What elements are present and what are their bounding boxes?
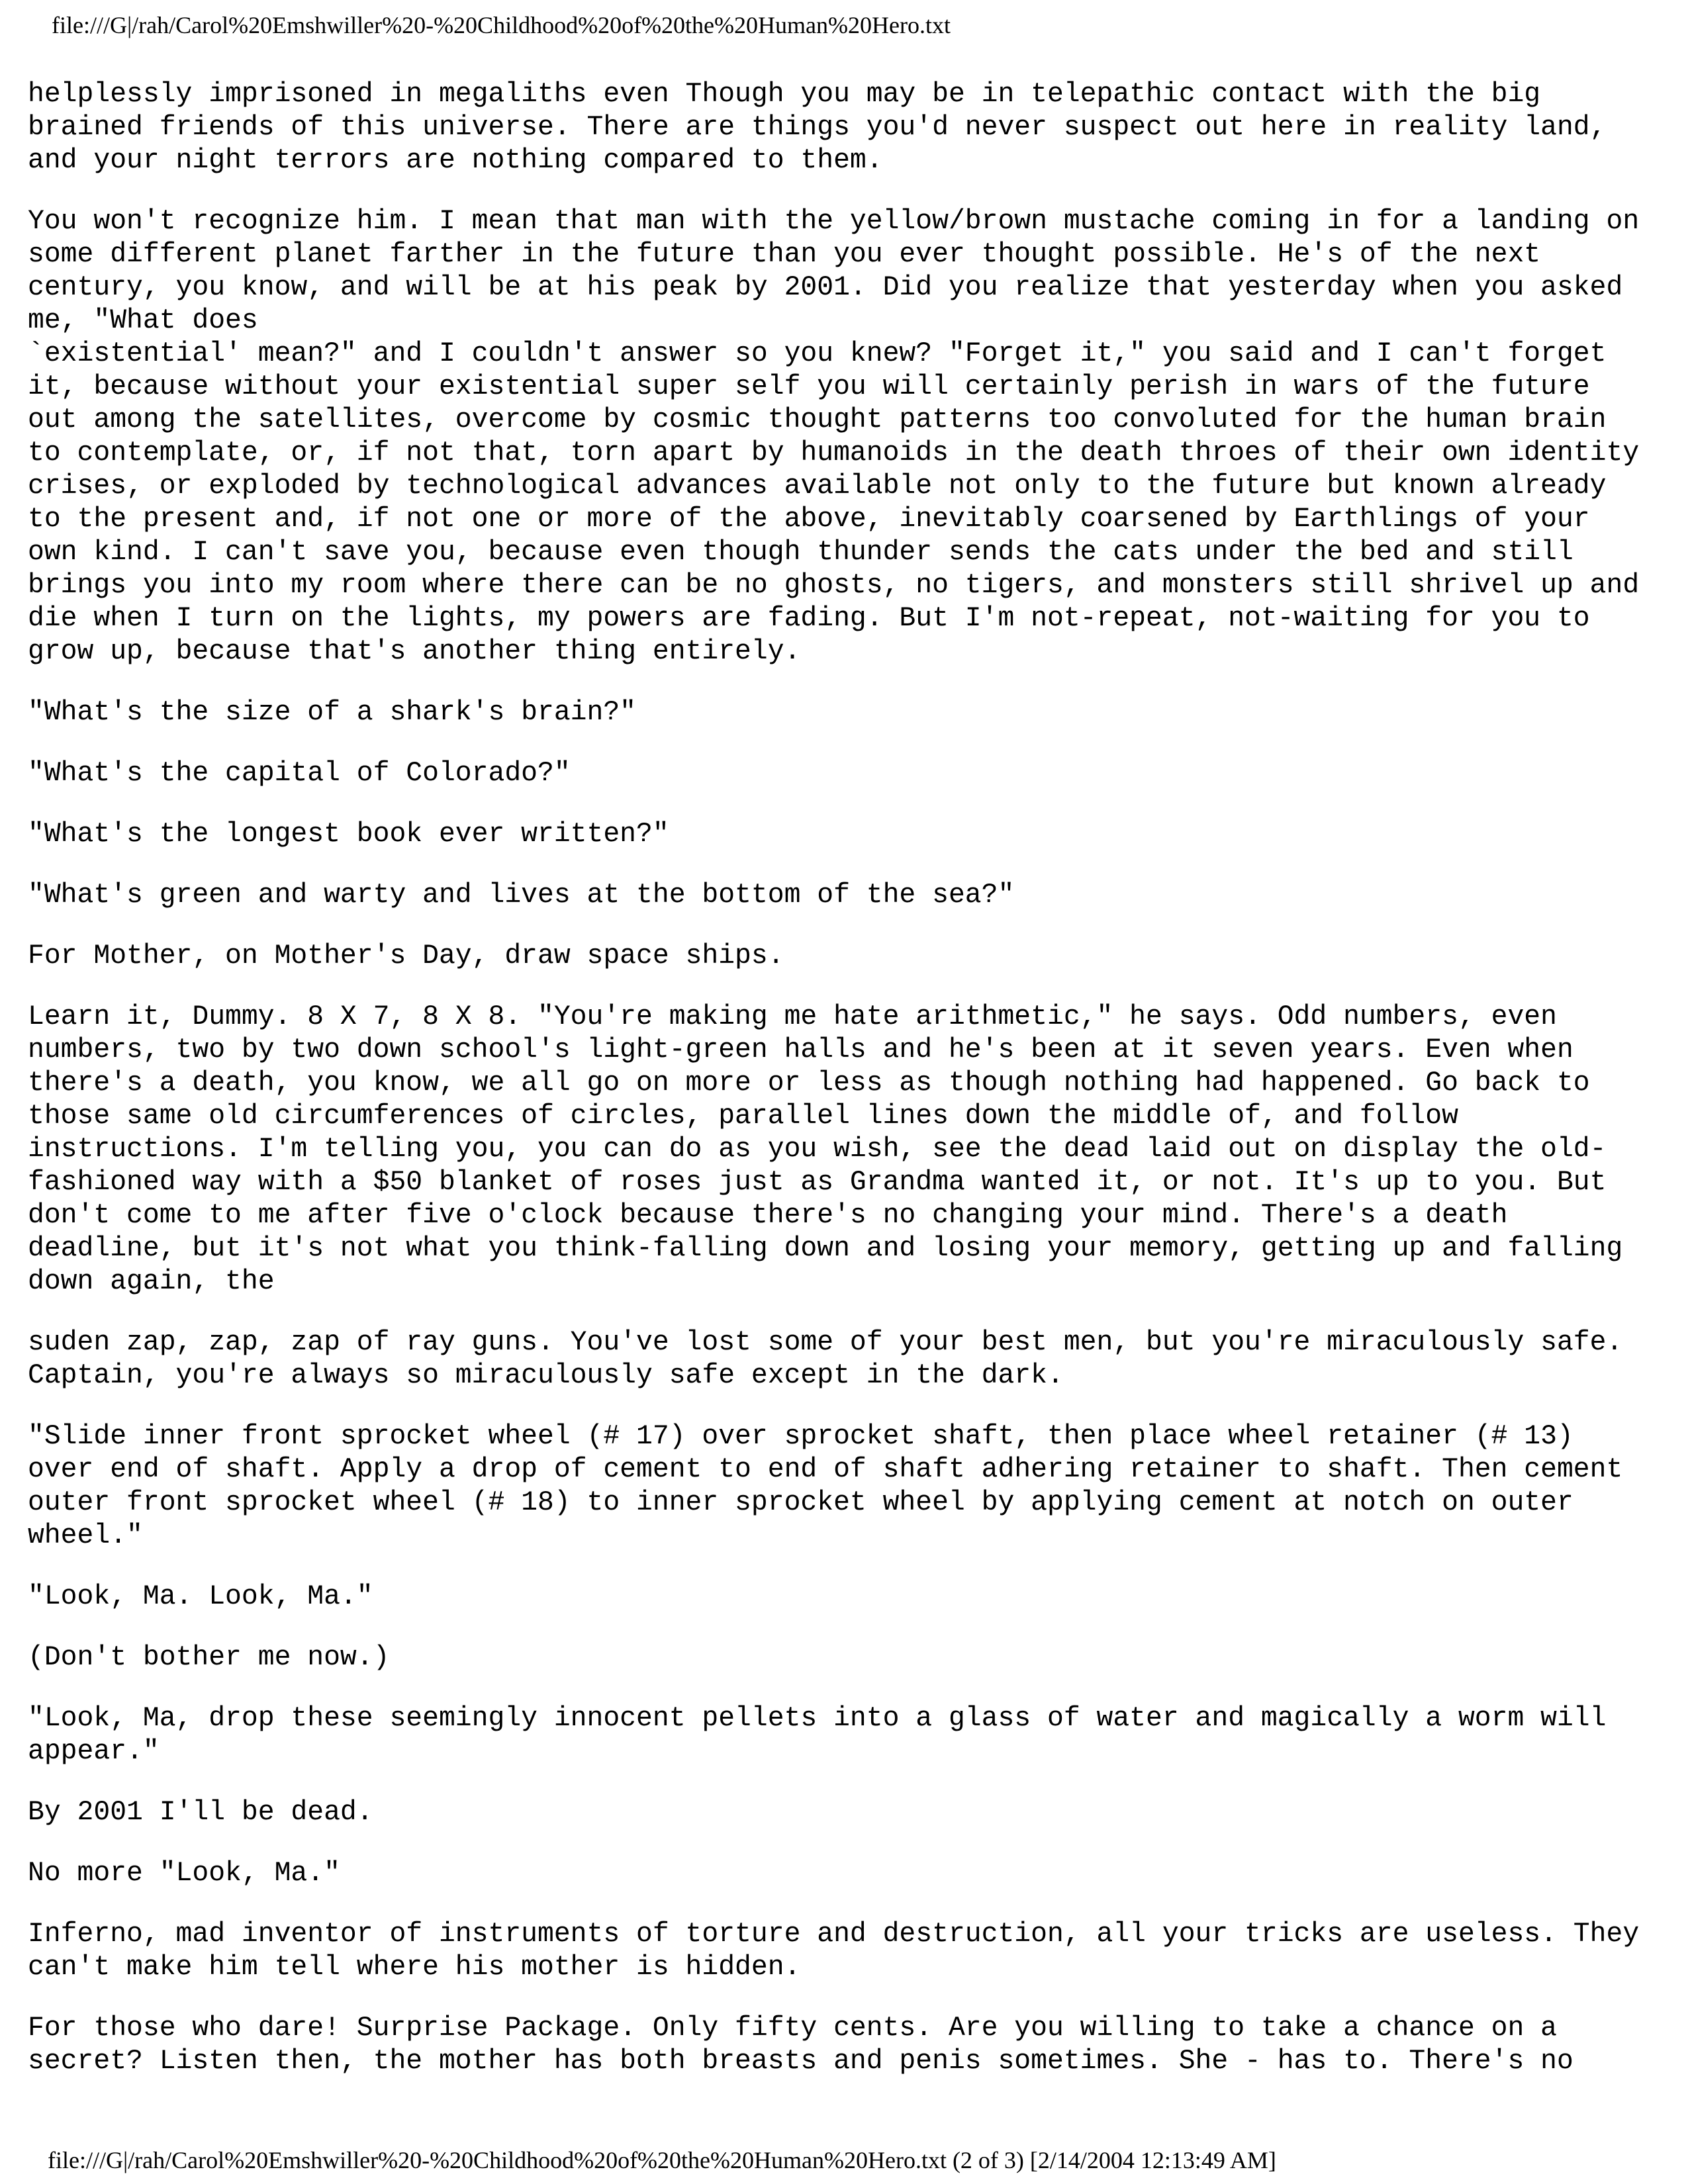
paragraph (28, 1580, 1669, 1614)
text-line: Captain, you're always so miraculously safe except in the dark. (28, 1361, 1064, 1391)
paragraph (28, 696, 1669, 729)
text-line: "What's green and warty and lives at the bottom of the sea?" (28, 880, 1015, 911)
text-line: "Slide inner front sprocket wheel (# 17) over sprocket shaft, then place wheel retainer (# 13) (28, 1422, 1573, 1452)
text-line: "What's the size of a shark's brain?" (28, 698, 637, 728)
text-line: over end of shaft. Apply a drop of cement to end of shaft adhering retainer to shaft. Then cement (28, 1455, 1623, 1485)
text-line: For Mother, on Mother's Day, draw space ships. (28, 941, 784, 972)
text-line: numbers, two by two down school's light-green halls and he's been at it seven years. Even when (28, 1035, 1573, 1066)
text-line: brings you into my room where there can be no ghosts, no tigers, and monsters still shrivel up and (28, 570, 1640, 601)
text-line: Learn it, Dummy. 8 X 7, 8 X 8. "You're making me hate arithmetic," he says. Odd numbers, even (28, 1002, 1557, 1032)
paragraph (28, 2012, 1669, 2078)
paragraph (28, 1420, 1669, 1553)
paragraph (28, 757, 1669, 790)
paragraph (28, 78, 1669, 177)
text-line: helplessly imprisoned in megaliths even Though you may be in telepathic contact with the big (28, 79, 1541, 110)
text-line: can't make him tell where his mother is hidden. (28, 1952, 801, 1983)
text-line: it, because without your existential super self you will certainly perish in wars of the future (28, 372, 1590, 402)
text-line: "Look, Ma, drop these seemingly innocent pellets into a glass of water and magically a worm will (28, 1704, 1607, 1734)
paragraph (28, 1001, 1669, 1298)
text-line: crises, or exploded by technological advances available not only to the future but known already (28, 471, 1607, 502)
text-line: die when I turn on the lights, my powers are fading. But I'm not-repeat, not-waiting for you to (28, 604, 1590, 634)
text-line: suden zap, zap, zap of ray guns. You've lost some of your best men, but you're miraculously safe. (28, 1328, 1623, 1358)
text-line: me, "What does (28, 306, 258, 336)
text-line: `existential' mean?" and I couldn't answer so you knew? "Forget it," you said and I can't forget (28, 339, 1607, 369)
text-line: those same old circumferences of circles, parallel lines down the middle of, and follow (28, 1101, 1458, 1132)
text-line: century, you know, and will be at his peak by 2001. Did you realize that yesterday when you asked (28, 273, 1623, 303)
paragraph (28, 1641, 1669, 1674)
text-line: secret? Listen then, the mother has both breasts and penis sometimes. She - has to. There's no (28, 2046, 1573, 2077)
text-line: (Don't bother me now.) (28, 1643, 390, 1673)
text-line: You won't recognize him. I mean that man with the yellow/brown mustache coming in for a landing on (28, 206, 1640, 237)
text-line: appear." (28, 1737, 160, 1767)
text-line: "What's the longest book ever written?" (28, 819, 669, 850)
text-line: own kind. I can't save you, because even though thunder sends the cats under the bed and still (28, 537, 1573, 568)
document-body (28, 78, 1669, 2106)
paragraph (28, 1796, 1669, 1829)
text-line: down again, the (28, 1267, 275, 1297)
page-header-path: file:///G|/rah/Carol%20Emshwiller%20-%20Childhood%20of%20the%20Human%20Hero.txt (52, 12, 951, 38)
text-line: deadline, but it's not what you think-falling down and losing your memory, getting up and falling (28, 1234, 1623, 1264)
text-line: No more "Look, Ma." (28, 1858, 340, 1889)
text-line: "Look, Ma. Look, Ma." (28, 1582, 373, 1612)
text-line: By 2001 I'll be dead. (28, 1797, 373, 1828)
text-line: and your night terrors are nothing compared to them. (28, 146, 883, 176)
text-line: out among the satellites, overcome by cosmic thought patterns too convoluted for the human brain (28, 405, 1607, 435)
text-line: wheel." (28, 1521, 143, 1551)
paragraph (28, 1702, 1669, 1768)
text-line: grow up, because that's another thing entirely. (28, 637, 801, 667)
text-line: outer front sprocket wheel (# 18) to inner sprocket wheel by applying cement at notch on outer (28, 1488, 1573, 1518)
text-line: "What's the capital of Colorado?" (28, 758, 571, 789)
text-line: to the present and, if not one or more of the above, inevitably coarsened by Earthlings of your (28, 504, 1590, 535)
text-line: For those who dare! Surprise Package. Only fifty cents. Are you willing to take a chance on a (28, 2013, 1557, 2044)
text-line: instructions. I'm telling you, you can do as you wish, see the dead laid out on display the old- (28, 1134, 1607, 1165)
paragraph (28, 205, 1669, 668)
page-footer: file:///G|/rah/Carol%20Emshwiller%20-%20Childhood%20of%20the%20Human%20Hero.txt (2 of 3) [2/14/2004 12:13:49 AM] (48, 2147, 1276, 2173)
paragraph (28, 1326, 1669, 1392)
paragraph (28, 879, 1669, 912)
paragraph (28, 1918, 1669, 1984)
paragraph (28, 1857, 1669, 1890)
text-line: fashioned way with a $50 blanket of roses just as Grandma wanted it, or not. It's up to you. But (28, 1167, 1607, 1198)
text-line: to contemplate, or, if not that, torn apart by humanoids in the death throes of their own identity (28, 438, 1640, 469)
paragraph (28, 818, 1669, 851)
text-line: some different planet farther in the future than you ever thought possible. He's of the next (28, 240, 1541, 270)
text-line: there's a death, you know, we all go on more or less as though nothing had happened. Go back to (28, 1068, 1590, 1099)
paragraph (28, 940, 1669, 973)
text-line: Inferno, mad inventor of instruments of torture and destruction, all your tricks are useless. They (28, 1919, 1640, 1950)
text-line: don't come to me after five o'clock because there's no changing your mind. There's a death (28, 1201, 1508, 1231)
text-line: brained friends of this universe. There are things you'd never suspect out here in reality land, (28, 113, 1607, 143)
